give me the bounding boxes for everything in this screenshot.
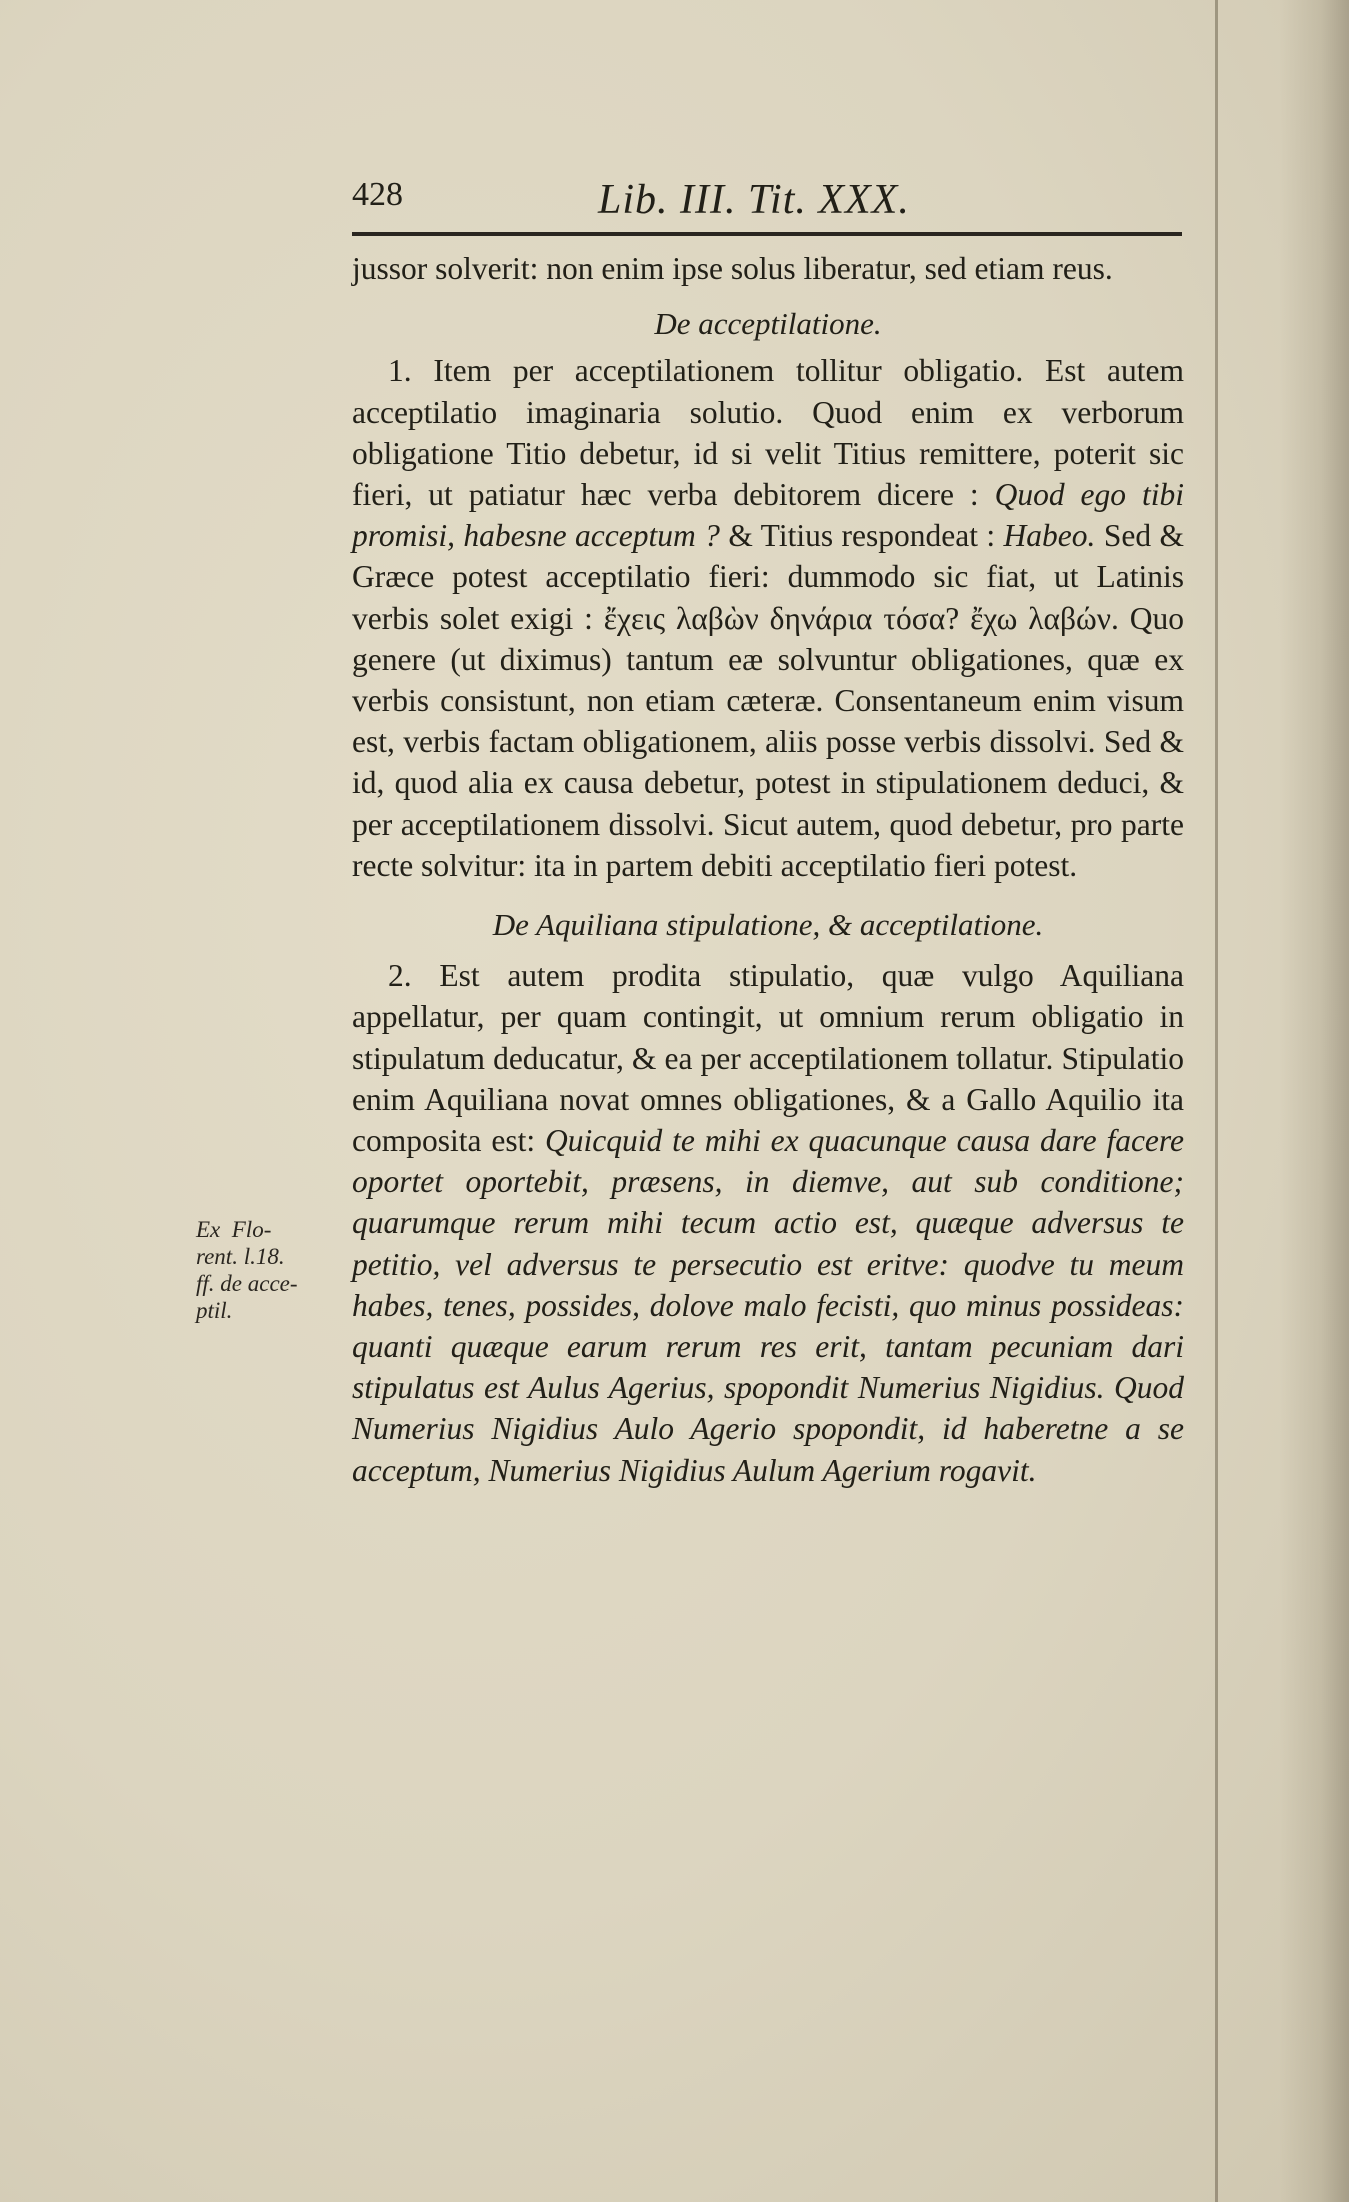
paragraph-2 [352, 955, 1184, 1491]
margin-note-line: ff. de acce- [196, 1271, 298, 1296]
page-number: 428 [352, 176, 403, 213]
paragraph-1-greek-formula: ἔχεις λαβὼν δηνάρια τόσα? ἔχω λαβών. [603, 600, 1119, 636]
paragraph-1-formula-question: Quod ego tibi promisi, habesne acceptum ? [352, 477, 1184, 554]
page-fold-line [1215, 0, 1218, 2202]
paragraph-1-text-b: & Titius respondeat : [728, 518, 996, 554]
page-edge-shadow [1279, 0, 1349, 2202]
paragraph-1-text-c: Sed & Græce potest acceptilatio fieri: dummodo sic fiat, ut Latinis verbis solet exigi : [352, 518, 1185, 636]
section-heading-acceptilatione: De acceptilatione. [654, 306, 882, 342]
paragraph-1 [352, 350, 1184, 886]
running-head: Lib. III. Tit. XXX. [598, 177, 910, 223]
paragraph-1-text-d: Quo genere (ut diximus) tantum eæ solvuntur obligationes, quæ ex verbis consistunt, non etiam cæteræ. Consentaneum enim visum est, verbis factam obligationem, aliis posse verbis dissolvi. Sed & id, quod alia ex causa debetur, potest in stipulationem deduci, & per acceptilationem dissolvi. Sicut autem, quod debetur, pro parte recte solvitur: ita in partem debiti acceptilatio fieri potest. [352, 600, 1185, 883]
main-text [352, 248, 1184, 1491]
page-header [352, 176, 1182, 226]
paragraph-2-stipulation-formula: Quicquid te mihi ex quacunque causa dare facere oportet oportebit, præsens, in diemve, aut sub conditione; quarumque rerum mihi tecum actio est, quæque adversus te petitio, vel adversus te persecutio est eritve: quodve tu meum habes, tenes, possides, dolove malo fecisti, quo minus possideas: quanti quæque earum rerum res erit, tantam pecuniam dari stipulatus est Aulus Agerius, spopondit Numerius Nigidius. Quod Numerius Nigidius Aulo Agerio spopondit, id haberetne a se acceptum, Numerius Nigidius Aulum Agerium rogavit. [352, 1123, 1184, 1488]
paragraph-1-text: 1. Item per acceptilationem tollitur obligatio. Est autem acceptilatio imaginaria solutio. Quod enim ex verborum obligatione Titio debetur, id si velit Titius remittere, poterit sic fieri, ut patiatur hæc verba debitorem dicere : [352, 353, 1184, 513]
margin-note-line: ptil. [196, 1298, 233, 1323]
paragraph-2-text: 2. Est autem prodita stipulatio, quæ vulgo Aquiliana appellatur, per quam contingit, ut omnium rerum obligatio in stipulatum deducatur, & ea per acceptilationem tollatur. Stipulatio enim Aquiliana novat omnes obligationes, & a Gallo Aquilio ita composita est: [352, 958, 1184, 1159]
margin-note-line: rent. l.18. [196, 1244, 285, 1269]
continuation-paragraph: jussor solverit: non enim ipse solus liberatur, sed etiam reus. [352, 251, 1113, 286]
margin-note-line: Ex Flo- [196, 1217, 272, 1242]
header-rule [352, 232, 1182, 236]
paragraph-1-formula-answer: Habeo. [1003, 518, 1096, 554]
section-heading-aquiliana: De Aquiliana stipulatione, & acceptilatione. [492, 907, 1044, 943]
margin-note [196, 1216, 352, 1324]
